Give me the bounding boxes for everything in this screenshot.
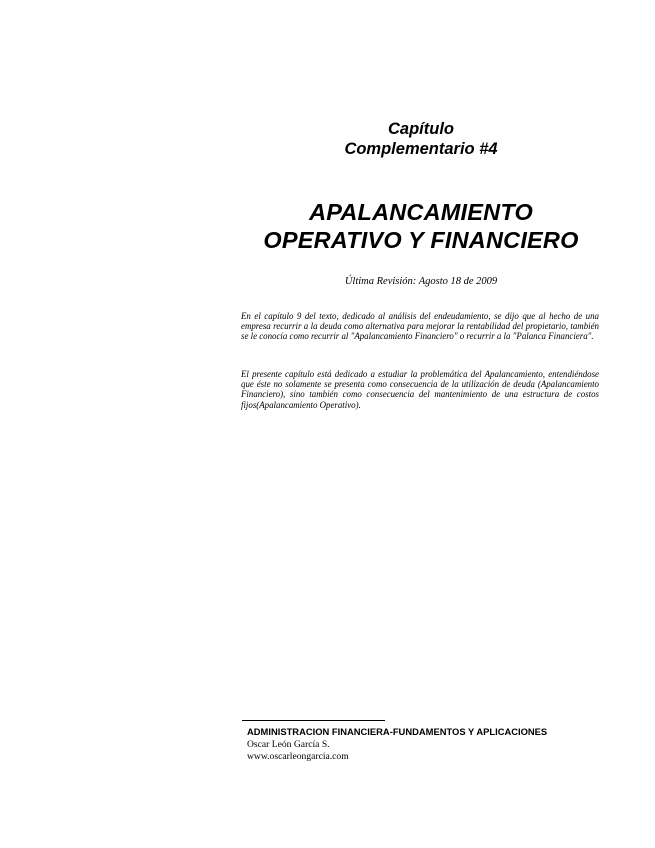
- chapter-number: Complementario #4: [344, 140, 498, 158]
- chapter-label: Capítulo: [388, 120, 454, 138]
- author-website: www.oscarleongarcia.com: [247, 751, 349, 762]
- author-name: Oscar León García S.: [247, 739, 330, 750]
- footer-divider: [242, 720, 385, 721]
- scope-paragraph: El presente capítulo está dedicado a estudiar la problemática del Apalancamiento, entendiéndose que éste no solamente se presenta como consecuencia de la utilización de deuda (Apalancamiento Financiero), sino también como consecuencia del mantenimiento de una estructura de costos fijos(Apalancamiento Operativo).: [241, 369, 599, 410]
- book-title: ADMINISTRACION FINANCIERA-FUNDAMENTOS Y APLICACIONES: [247, 726, 548, 737]
- intro-paragraph: En el capítulo 9 del texto, dedicado al análisis del endeudamiento, se dijo que al hecho de una empresa recurrir a la deuda como alternativa para mejorar la rentabilidad del propietario, también se le conocía como recurrir al "Apalancamiento Financiero" o recurrir a la "Palanca Financiera".: [241, 311, 599, 342]
- chapter-title-line1: APALANCAMIENTO: [309, 199, 533, 225]
- revision-date: Última Revisión: Agosto 18 de 2009: [344, 276, 498, 287]
- chapter-title-line2: OPERATIVO Y FINANCIERO: [263, 227, 579, 253]
